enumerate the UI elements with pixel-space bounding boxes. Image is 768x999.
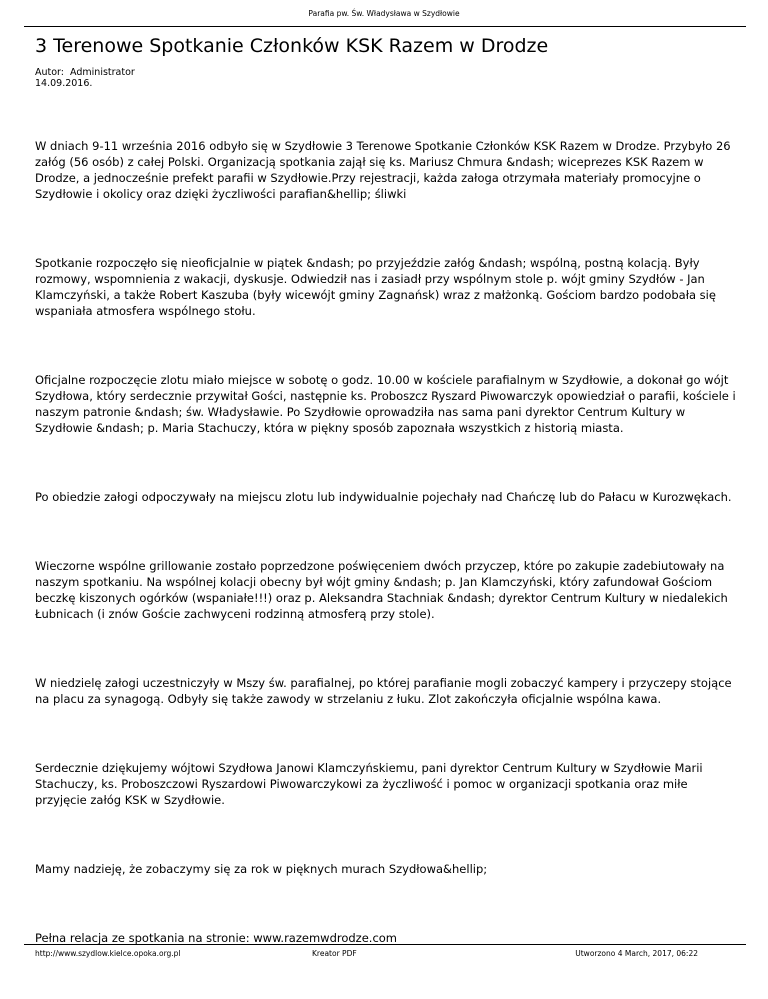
paragraph: W dniach 9-11 września 2016 odbyło się w Szydłowie 3 Terenowe Spotkanie Członków KSK Razem w Drodze. Przybyło 26 załóg (56 osób) z całej Polski. Organizacją spotkania zajął się ks. Mariusz Chmura &ndash; wiceprezes KSK Razem w Drodze, a jednocześnie prefekt parafii w Szydłowie.Przy rejestracji, każda załoga otrzymała materiały promocyjne o Szydłowie i okolicy oraz dzięki życzliwości parafian&hellip; śliwki xyxy=(35,139,731,201)
paragraph: Mamy nadzieję, że zobaczymy się za rok w pięknych murach Szydłowa&hellip; xyxy=(35,862,488,876)
article-author: Autor: Administrator xyxy=(35,67,135,78)
paragraph: Wieczorne wspólne grillowanie zostało poprzedzone poświęceniem dwóch przyczep, które po zakupie zadebiutowały na naszym spotkaniu. Na wspólnej kolacji obecny był wójt gminy &ndash; p. Jan Klamczyński, który zafundował Gościom beczkę kiszonych ogórków (wspaniałe!!!) oraz p. Aleksandra Stachniak &ndash; dyrektor Centrum Kultury w niedalekich Łubnicach (i znów Goście zachwyceni rodzinną atmosferą przy stole). xyxy=(35,559,728,621)
paragraph: Serdecznie dziękujemy wójtowi Szydłowa Janowi Klamczyńskiemu, pani dyrektor Centrum Kultury w Szydłowie Marii Stachuczy, ks. Proboszczowi Ryszardowi Piwowarczykowi za życzliwość i pomoc w organizacji spotkania oraz miłe przyjęcie załóg KSK w Szydłowie. xyxy=(35,761,703,807)
footer-rule xyxy=(24,944,746,945)
header-rule xyxy=(24,26,746,27)
article-meta xyxy=(35,67,135,89)
paragraph: Po obiedzie załogi odpoczywały na miejscu zlotu lub indywidualnie pojechały nad Chańczę lub do Pałacu w Kurozwękach. xyxy=(35,490,732,504)
page-header: Parafia pw. Św. Władysława w Szydłowie xyxy=(308,9,460,18)
article-date: 14.09.2016. xyxy=(35,78,93,89)
paragraph: Spotkanie rozpoczęło się nieoficjalnie w piątek &ndash; po przyjeździe załóg &ndash; wspólną, postną kolacją. Były rozmowy, wspomnienia z wakacji, dyskusje. Odwiedził nas i zasiadł przy wspólnym stole p. wójt gminy Szydłów - Jan Klamczyński, a także Robert Kaszuba (były wicewójt gminy Zagnańsk) wraz z małżonką. Gościom bardzo podobała się wspaniała atmosfera wspólnego stołu. xyxy=(35,256,716,318)
article-title: 3 Terenowe Spotkanie Członków KSK Razem w Drodze xyxy=(35,35,549,57)
footer-created: Utworzono 4 March, 2017, 06:22 xyxy=(575,949,698,958)
footer-generator: Kreator PDF xyxy=(312,949,357,958)
paragraph: Pełna relacja ze spotkania na stronie: www.razemwdrodze.com xyxy=(35,931,398,945)
article-body xyxy=(35,138,740,999)
footer-url[interactable]: http://www.szydlow.kielce.opoka.org.pl xyxy=(35,949,181,958)
paragraph: W niedzielę załogi uczestniczyły w Mszy św. parafialnej, po której parafianie mogli zobaczyć kampery i przyczepy stojące na placu za synagogą. Odbyły się także zawody w strzelaniu z łuku. Zlot zakończyła oficjalnie wspólna kawa. xyxy=(35,676,732,706)
paragraph: Oficjalne rozpoczęcie zlotu miało miejsce w sobotę o godz. 10.00 w kościele parafialnym w Szydłowie, a dokonał go wójt Szydłowa, który serdecznie przywitał Gości, następnie ks. Proboszcz Ryszard Piwowarczyk opowiedział o parafii, kościele i naszym patronie &ndash; św. Władysławie. Po Szydłowie oprowadziła nas sama pani dyrektor Centrum Kultury w Szydłowie &ndash; p. Maria Stachuczy, która w piękny sposób zapoznała wszystkich z historią miasta. xyxy=(35,373,736,435)
